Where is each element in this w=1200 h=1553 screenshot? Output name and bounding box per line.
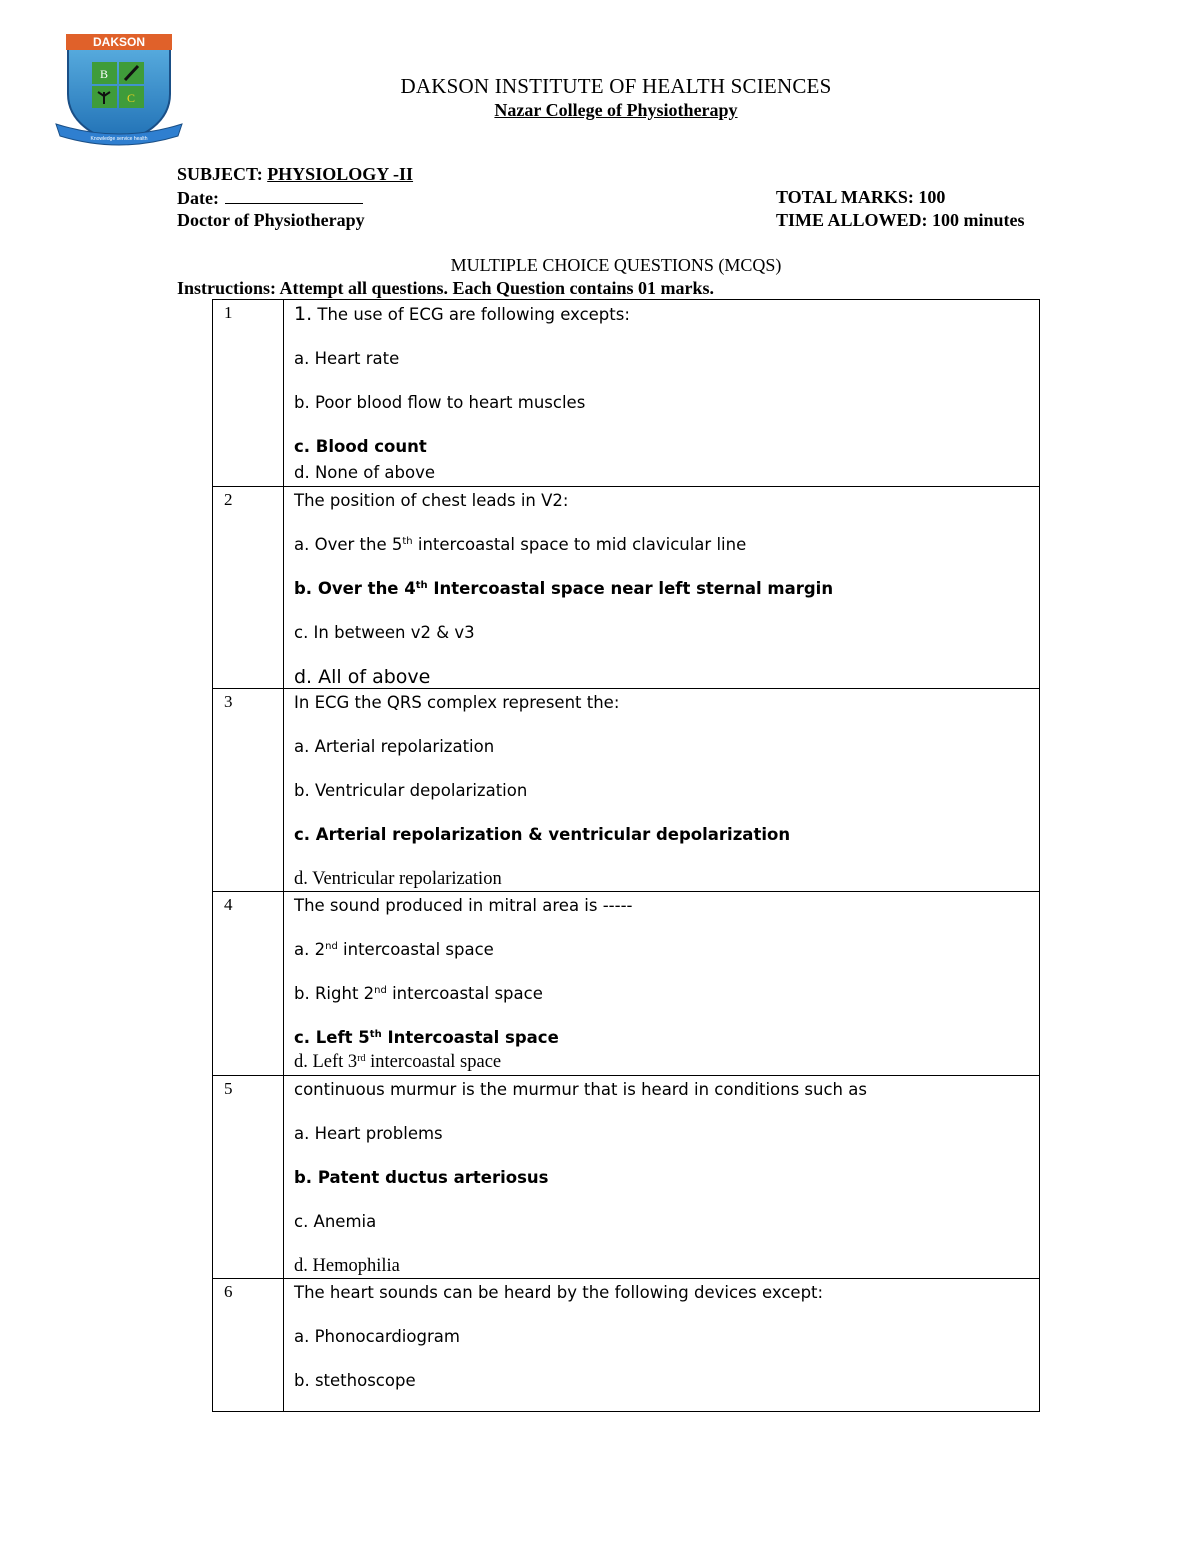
question-stem: continuous murmur is the murmur that is heard in conditions such as	[294, 1080, 867, 1099]
option-c-answer: c. Blood count	[294, 437, 427, 456]
question-number: 1	[213, 300, 284, 487]
option-c-answer: c. Left 5th Intercoastal space	[294, 1028, 559, 1047]
logo-letter-c: C	[126, 91, 136, 105]
option-a: a. Phonocardiogram	[294, 1327, 460, 1346]
logo-ribbon-text: Knowledge service health	[90, 136, 148, 142]
option-a: a. Over the 5th intercoastal space to mid clavicular line	[294, 535, 747, 554]
time-allowed: TIME ALLOWED: 100 minutes	[776, 210, 1025, 230]
logo-banner-text: DAKSON	[92, 35, 146, 49]
option-c: c. Anemia	[294, 1212, 377, 1231]
option-a: a. Heart rate	[294, 349, 400, 368]
question-number: 3	[213, 689, 284, 892]
option-a: a. 2nd intercoastal space	[294, 940, 494, 959]
question-row-6	[213, 1279, 1040, 1412]
option-b: b. Ventricular depolarization	[294, 781, 528, 800]
question-stem: The sound produced in mitral area is -----	[294, 896, 633, 915]
question-number: 6	[213, 1279, 284, 1412]
question-stem: In ECG the QRS complex represent the:	[294, 693, 620, 712]
question-body	[284, 300, 1040, 487]
section-heading: MULTIPLE CHOICE QUESTIONS (MCQS)	[450, 255, 782, 275]
option-d: d. Ventricular repolarization	[294, 869, 502, 889]
question-row-1	[213, 300, 1040, 487]
questions-table	[212, 299, 1040, 1412]
question-stem: 1. The use of ECG are following excepts:	[294, 303, 630, 325]
option-a: a. Arterial repolarization	[294, 737, 495, 756]
instructions: Instructions: Attempt all questions. Each Question contains 01 marks.	[177, 278, 715, 298]
total-marks: TOTAL MARKS: 100	[776, 187, 946, 207]
date-blank[interactable]	[225, 187, 363, 204]
question-number: 4	[213, 892, 284, 1076]
option-d: d. Left 3rd intercoastal space	[294, 1052, 502, 1072]
option-b-answer: b. Patent ductus arteriosus	[294, 1168, 549, 1187]
question-row-2	[213, 487, 1040, 689]
option-b: b. Poor blood flow to heart muscles	[294, 393, 586, 412]
option-c-answer: c. Arterial repolarization & ventricular depolarization	[294, 825, 791, 844]
option-b: b. stethoscope	[294, 1371, 416, 1390]
subject-value: PHYSIOLOGY -II	[267, 164, 414, 184]
option-c: c. In between v2 & v3	[294, 623, 475, 642]
question-number: 5	[213, 1076, 284, 1279]
question-number: 2	[213, 487, 284, 689]
question-body	[284, 892, 1040, 1076]
question-body	[284, 487, 1040, 689]
option-d: d. None of above	[294, 463, 435, 482]
question-row-3	[213, 689, 1040, 892]
option-d: d. Hemophilia	[294, 1256, 400, 1276]
subject-line	[177, 164, 413, 185]
college-subtitle: Nazar College of Physiotherapy	[494, 100, 738, 120]
option-b-answer: b. Over the 4th Intercoastal space near left sternal margin	[294, 579, 834, 598]
question-row-4	[213, 892, 1040, 1076]
question-body	[284, 689, 1040, 892]
question-stem: The heart sounds can be heard by the following devices except:	[294, 1283, 824, 1302]
question-body	[284, 1076, 1040, 1279]
institute-title: DAKSON INSTITUTE OF HEALTH SCIENCES	[400, 74, 832, 98]
question-row-5	[213, 1076, 1040, 1279]
option-d: d. All of above	[294, 666, 431, 688]
question-body	[284, 1279, 1040, 1412]
program-name: Doctor of Physiotherapy	[177, 210, 365, 230]
question-stem: The position of chest leads in V2:	[294, 491, 569, 510]
option-a: a. Heart problems	[294, 1124, 443, 1143]
subject-label: SUBJECT:	[177, 164, 268, 184]
date-label: Date:	[177, 188, 219, 208]
option-b: b. Right 2nd intercoastal space	[294, 984, 543, 1003]
date-line	[177, 187, 363, 209]
logo-letter-b: B	[99, 67, 109, 81]
